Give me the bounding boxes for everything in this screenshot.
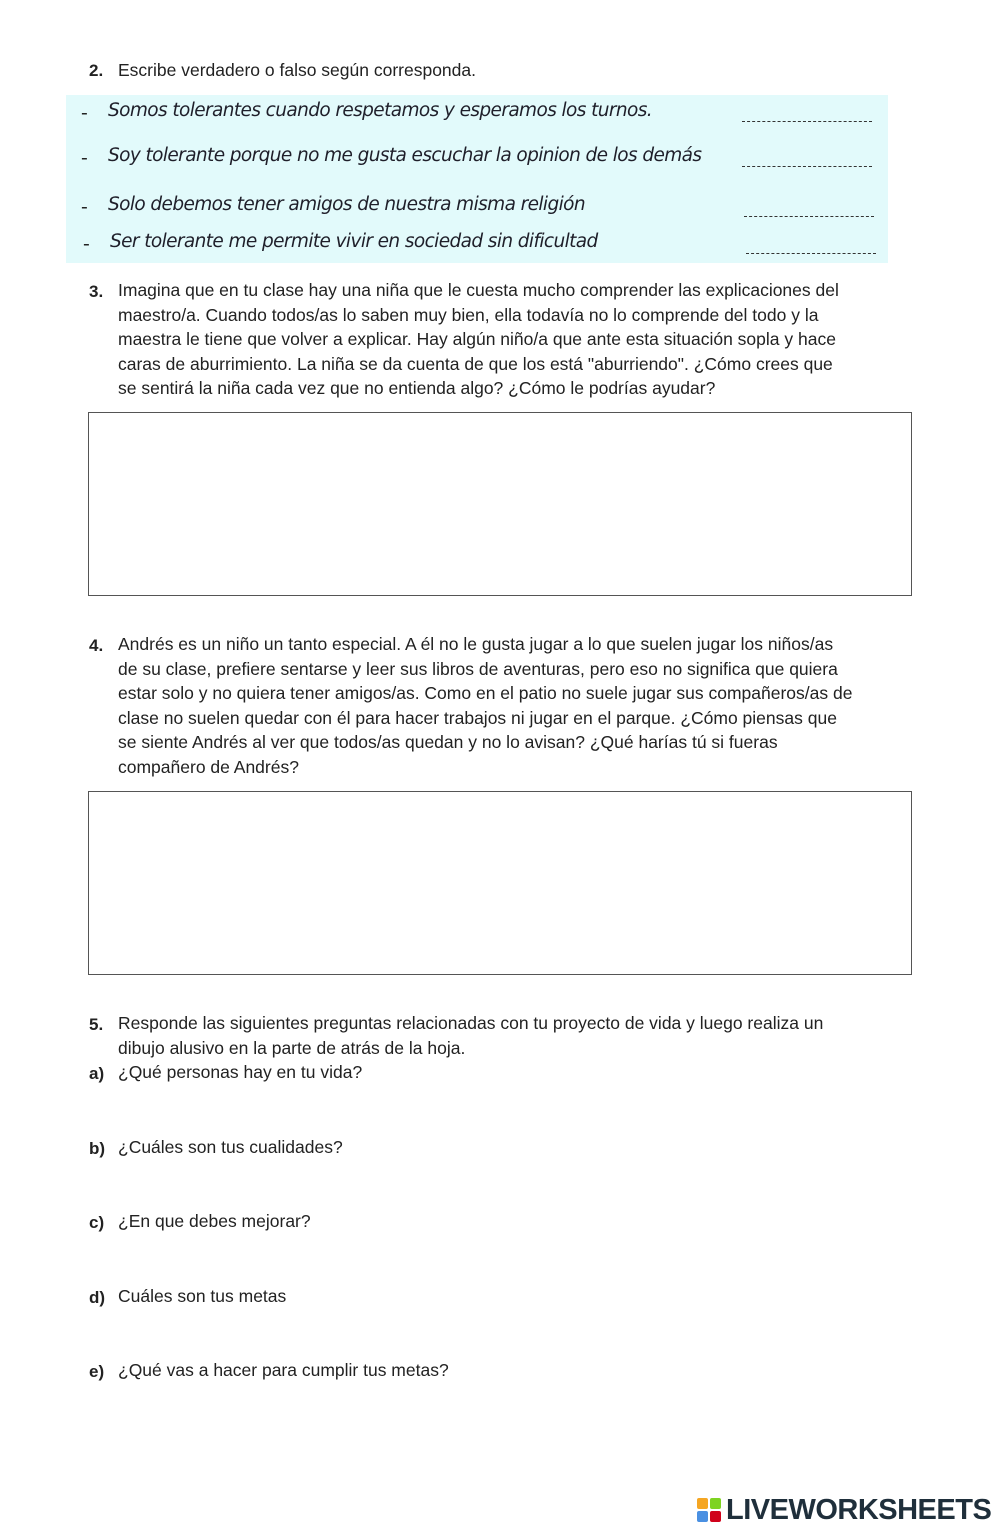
- q3-line: caras de aburrimiento. La niña se da cuenta de que los está "aburriendo". ¿Cómo crees que: [118, 353, 833, 374]
- tf-statement: Solo debemos tener amigos de nuestra misma religión: [108, 194, 586, 215]
- q5-sub-question-c: ¿En que debes mejorar?: [118, 1211, 311, 1231]
- q4-number: 4.: [89, 636, 104, 655]
- tf-answer-blank[interactable]: [742, 165, 872, 167]
- q4-text: [118, 632, 968, 779]
- q3-line: maestro/a. Cuando todos/as lo saben muy bien, ella todavía no lo comprende del todo y la: [118, 304, 819, 325]
- q3-line: Imagina que en tu clase hay una niña que le cuesta mucho comprender las explicaciones del: [118, 280, 839, 300]
- q5-number: 5.: [89, 1015, 104, 1034]
- q4-answer-box[interactable]: [88, 791, 912, 975]
- tf-statement: Soy tolerante porque no me gusta escuchar la opinion de los demás: [108, 145, 702, 166]
- tf-statement: Ser tolerante me permite vivir en sociedad sin dificultad: [110, 231, 598, 252]
- q5-text: [118, 1011, 958, 1060]
- tf-answer-blank[interactable]: [744, 215, 874, 217]
- tf-answer-blank[interactable]: [742, 120, 872, 122]
- q3-line: se sentirá la niña cada vez que no entienda algo? ¿Cómo le podrías ayudar?: [118, 378, 716, 398]
- q2-prompt: Escribe verdadero o falso según corresponda.: [118, 60, 476, 80]
- tf-dash: -: [81, 100, 88, 124]
- q5-sub-label-d: d): [89, 1288, 106, 1307]
- q5-sub-label-c: c): [89, 1213, 105, 1232]
- q4-line: clase no suelen quedar con él para hacer trabajos ni jugar en el parque. ¿Cómo piensas que: [118, 707, 837, 728]
- tf-statement: Somos tolerantes cuando respetamos y esperamos los turnos.: [108, 100, 653, 121]
- q3-line: maestra le tiene que volver a explicar. Hay algún niño/a que ante esta situación sopla y hace: [118, 329, 836, 349]
- q3-answer-box[interactable]: [88, 412, 912, 596]
- q5-sub-question-a: ¿Qué personas hay en tu vida?: [118, 1062, 363, 1082]
- q4-line: compañero de Andrés?: [118, 756, 299, 777]
- q5-sub-question-d: Cuáles son tus metas: [118, 1286, 287, 1306]
- q4-line: se siente Andrés al ver que todos/as quedan y no lo avisan? ¿Qué harías tú si fueras: [118, 732, 778, 752]
- liveworksheets-logo[interactable]: [697, 1490, 991, 1530]
- tf-item-3: [66, 190, 888, 224]
- logo-text: LIVEWORKSHEETS: [726, 1493, 992, 1526]
- q5-sub-label-b: b): [89, 1139, 106, 1158]
- tf-item-4: [66, 227, 888, 261]
- q4-line: de su clase, prefiere sentarse y leer sus libros de aventuras, pero eso no significa que quiera: [118, 658, 838, 679]
- tf-dash: -: [81, 145, 88, 169]
- tf-dash: -: [83, 231, 90, 255]
- q5-sub-label-a: a): [89, 1064, 105, 1083]
- q5-sub-question-e: ¿Qué vas a hacer para cumplir tus metas?: [118, 1360, 449, 1380]
- tf-answer-blank[interactable]: [746, 252, 876, 254]
- tf-item-2: [66, 141, 888, 175]
- tf-item-1: [66, 96, 888, 130]
- q5-line: dibujo alusivo en la parte de atrás de la hoja.: [118, 1037, 466, 1058]
- tf-dash: -: [81, 194, 88, 218]
- q5-line: Responde las siguientes preguntas relacionadas con tu proyecto de vida y luego realiza un: [118, 1013, 824, 1033]
- liveworksheets-logo-icon: [697, 1496, 723, 1524]
- q4-line: Andrés es un niño un tanto especial. A él no le gusta jugar a lo que suelen jugar los niños/as: [118, 634, 834, 654]
- q3-number: 3.: [89, 282, 104, 301]
- q4-line: estar solo y no quiera tener amigos/as. Como en el patio no suele jugar sus compañeros/as de: [118, 683, 853, 703]
- q5-sub-question-b: ¿Cuáles son tus cualidades?: [118, 1137, 343, 1157]
- q5-sub-label-e: e): [89, 1362, 105, 1381]
- q2-number: 2.: [89, 61, 104, 80]
- q3-text: [118, 278, 958, 401]
